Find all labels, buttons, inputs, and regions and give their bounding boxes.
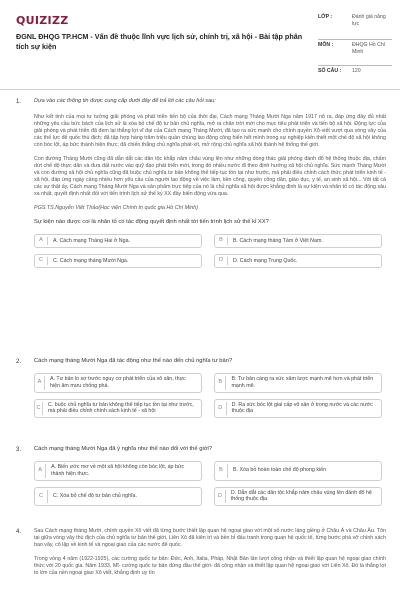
option-letter: C: [35, 257, 48, 265]
option-letter: B: [215, 237, 228, 245]
option-letter: B: [215, 464, 228, 478]
passage-paragraph: Con đường Tháng Mười cũng đã dẫn dắt các dân tộc khắp năm châu vùng lên như những dòng thác giải phóng đánh đổ hệ thống thuộc địa, chấm dứt chế độ thực dân và đưa đất nước vào quỹ đạo phát triển mới, trong đó nhiều nước đi theo định hướng xã hội chủ nghĩa. Sức mạnh Tháng Mười và con đường xã hội chủ nghĩa cũng đã buộc chủ nghĩa tư bản không thể tiếp tục tồn tại như trước, mà phải điều chỉnh cách thức phát triển kinh tế - xã hội, đáp ứng ngày càng nhiều hơn yêu cầu của người lao động về việc làm, tiền công, quyền công dân, giáo dục, y tế, an sinh xã hội... Với tất cả các sự thật ấy, Cách mạng Tháng Mười Nga và sản phẩm trực tiếp của nó là chủ nghĩa xã hội được khẳng định là sự kiện và nhân tố có tác động sâu xa nhất, quyết định nhất đối với tiến trình lịch sử thế kỷ XX đầy biến động vừa qua.: [34, 155, 386, 197]
meta-label: SỐ CÂU :: [318, 68, 342, 74]
passage-paragraph: Như kết tinh của mọi tư tưởng giải phóng và phát triển tiến bộ của thời đại, Cách mạng Tháng Mười Nga năm 1917 nổ ra, đáp ứng đầy đủ nhất những yêu cầu bức bách của lịch sử là xóa bỏ chế độ tư bản chủ nghĩa, mở ra chân trời mới cho mục tiêu phát triển và tiến bộ xã hội. Động lực của giải phóng và phát triển đã đem lại thắng lợi vĩ đại của Cách mạng Tháng Mười, đã tạo ra sức mạnh cho chính quyền Xô-viết vượt qua vòng vây của các thế lực đế quốc thù địch; đã tập hợp hàng trăm triệu quần chúng lao động công hiến hết mình trong sự nghiệp kiến thiết một chế độ xã hội không còn bóc lột, áp bức thành hiện thực; đã chiến thắng chủ nghĩa phát-xít, mở rộng chủ nghĩa xã hội thành hệ thống thế giới.: [34, 113, 386, 148]
option-text: C. buộc chủ nghĩa tư bản không thể tiếp tục tồn tại như trước, mà phải điều chỉnh chính sách kinh tế - xã hội: [48, 401, 194, 415]
document-title: ĐGNL ĐHQG TP.HCM - Vấn đề thuộc lĩnh vực lịch sử, chính trị, xã hội - Bài tập phân tích sự kiện: [16, 32, 303, 51]
meta-value: 120: [352, 68, 361, 74]
option-text: A. Biến ước mơ về một xã hội không còn bóc lột, áp bức thành hiện thực.: [51, 463, 185, 477]
option-d[interactable]: [214, 399, 382, 419]
option-text: B. Xóa bỏ hoàn toàn chế độ phong kiến: [233, 467, 327, 474]
quizizz-logo: QUIZIZZ: [16, 14, 69, 27]
option-text: C. Xóa bỏ chế độ tư bản chủ nghĩa.: [53, 493, 137, 499]
option-letter: D: [215, 257, 228, 265]
meta-label: LỚP :: [318, 14, 333, 20]
question-3: [16, 446, 386, 506]
passage-source: PGS.TS.Nguyễn Viết Thảo(Học viện Chính trị quốc gia Hồ Chí Minh): [34, 204, 199, 211]
option-letter: B: [215, 376, 226, 390]
question-number: 3.: [16, 447, 22, 453]
option-b[interactable]: [214, 461, 382, 481]
passage-paragraph: Sau Cách mạng tháng Mười, chính quyền Xô viết đã từng bước thiết lập quan hệ ngoại giao với một số nước láng giềng ở Châu Á và Châu Âu. Tôn tại giữa vòng vây thù địch của chủ nghĩa tư bản thế giới, Liên Xô đã kiên trì và bền bỉ đấu tranh trong quan hệ quốc tế, từng bước phá vỡ chính sách bao vây, cô lập về kinh tế và ngoại giao của các nước đế quốc.: [34, 528, 386, 549]
header-divider: [0, 89, 400, 90]
meta-label: MÔN :: [318, 42, 334, 48]
meta-row-count: [318, 66, 392, 78]
option-letter: A: [35, 376, 45, 390]
option-a[interactable]: [34, 234, 202, 248]
question-number: 4.: [16, 529, 22, 535]
meta-row-class: [318, 12, 392, 40]
option-text: B. Tư bản càng ra sức xâm lược mạnh mẽ hơn và phát triển mạnh mẽ.: [231, 375, 374, 389]
document-header: [10, 8, 390, 88]
option-letter: A: [35, 464, 46, 478]
option-c[interactable]: [34, 487, 202, 507]
option-d[interactable]: [214, 487, 382, 507]
meta-value: ĐHQG Hồ Chí Minh: [352, 42, 386, 56]
option-c[interactable]: [34, 254, 202, 268]
question-stem: Cách mạng tháng Mười Nga đã tác động như thế nào đến chủ nghĩa tư bản?: [34, 358, 233, 364]
option-letter: D: [215, 490, 226, 504]
option-text: A. Cách mạng Tháng Hai ở Nga.: [53, 237, 130, 244]
answer-options: [34, 461, 386, 507]
question-number: 1.: [16, 99, 22, 105]
option-c[interactable]: [34, 399, 202, 419]
question-1: [16, 98, 386, 268]
option-text: D. Dẫn dắt các dân tộc khắp năm châu vùng lên đánh đổ hệ thống thuộc địa: [230, 489, 372, 503]
option-b[interactable]: [214, 373, 382, 393]
question-4: [16, 528, 386, 584]
option-a[interactable]: [34, 461, 202, 481]
option-letter: D: [215, 402, 227, 416]
option-b[interactable]: [214, 234, 382, 248]
meta-table: [318, 12, 392, 78]
question-number: 2.: [16, 359, 22, 365]
answer-options: [34, 234, 386, 268]
option-text: D. Cách mạng Trung Quốc.: [233, 257, 298, 264]
option-text: A. Tư bản lo sợ trước nguy cơ phát triển của vô sản, thực hiện âm mưu chống phá.: [50, 375, 186, 389]
option-text: D. Ra sức bóc lột giai cấp vô sản ở trong nước và các nước thuộc địa: [231, 401, 373, 415]
passage-intro: Dựa vào các thông tin được cung cấp dưới đây để trả lời các câu hỏi sau:: [34, 98, 216, 104]
question-stem: Cách mạng tháng Mười Nga đã ý nghĩa như thế nào đối với thế giới?: [34, 446, 213, 452]
option-letter: C: [35, 490, 48, 504]
option-letter: A: [35, 237, 48, 245]
option-text: C. Cách mạng tháng Mười Nga.: [53, 257, 129, 264]
meta-value: Đánh giá năng lực: [352, 14, 386, 28]
meta-row-subject: [318, 40, 392, 66]
passage-paragraph: Trong vòng 4 năm (1922-1925), các cường quốc tư bản: Đức, Anh, Italia, Pháp, Nhật Bản lần lượt công nhận và thiết lập quan hệ ngoại giao chính thức với 20 quốc gia. Năm 1933, Mĩ- cường quốc tư bản đứng đầu thế giới- đã công nhận và thiết lập quan hệ ngoại giao với Liên Xô. Đó là thắng lợi to lớn của nền ngoại giao Xô viết, khẳng định uy tín: [34, 556, 386, 577]
option-a[interactable]: [34, 373, 202, 393]
option-d[interactable]: [214, 254, 382, 268]
answer-options: [34, 373, 386, 419]
question-2: [16, 358, 386, 418]
option-text: B. Cách mạng tháng Tám ở Việt Nam.: [233, 237, 323, 244]
option-letter: C: [35, 402, 43, 416]
question-stem: Sự kiện nào được coi là nhân tố có tác động quyết định nhất tới tiến trình lịch sử thế kỉ XX?: [34, 219, 269, 226]
